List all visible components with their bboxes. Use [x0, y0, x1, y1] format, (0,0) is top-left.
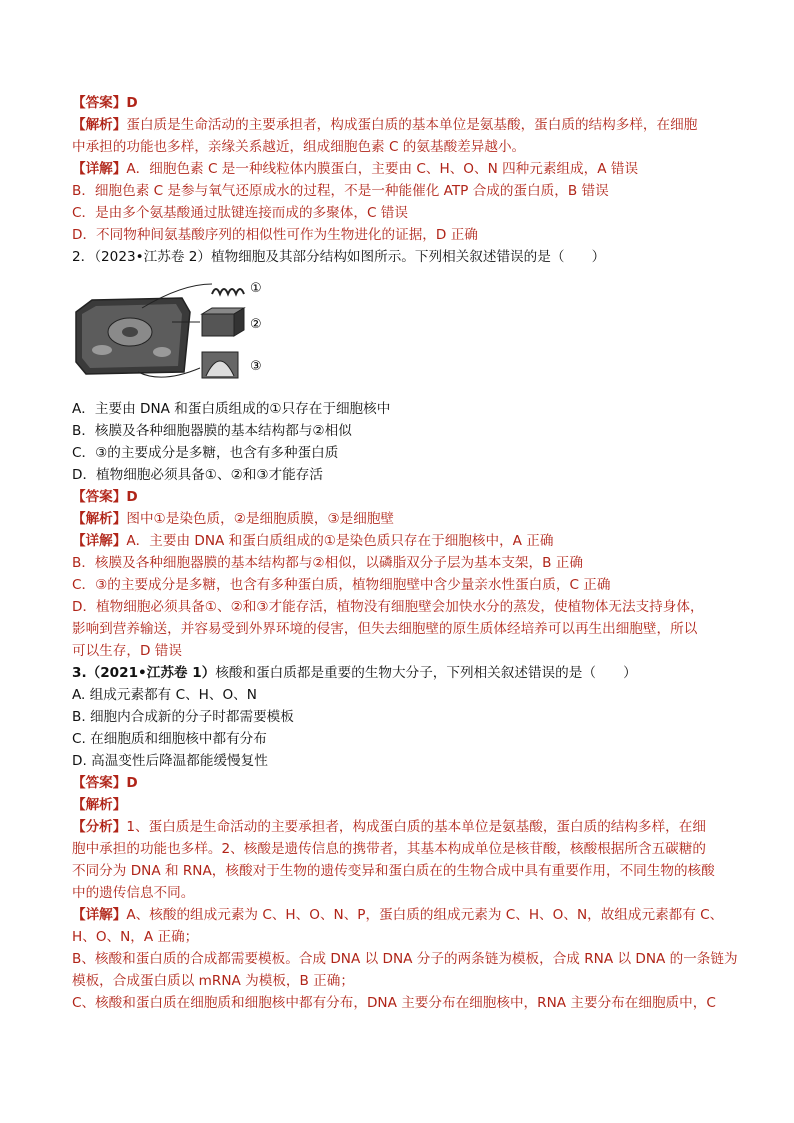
q3-detail-b1: B、核酸和蛋白质的合成都需要模板。合成 DNA 以 DNA 分子的两条链为模板，合成 RNA 以 DNA 的一条链为	[72, 951, 738, 967]
q2-detail-b: B．核膜及各种细胞器膜的基本结构都与②相似，以磷脂双分子层为基本支架，B 正确	[72, 555, 583, 571]
q3-option-d: D. 高温变性后降温都能缓慢复性	[72, 753, 268, 769]
q3-detail-a2: H、O、N，A 正确；	[72, 929, 199, 945]
fenxi-text: 1、蛋白质是生命活动的主要承担者，构成蛋白质的基本单位是氨基酸，蛋白质的结构多样，在细	[126, 819, 706, 835]
q3-stem: 核酸和蛋白质都是重要的生物大分子，下列相关叙述错误的是（ ）	[215, 665, 637, 681]
detail-a1: A、核酸的组成元素为 C、H、O、N、P，蛋白质的组成元素为 C、H、O、N，故组成元素都有 C、	[126, 907, 724, 923]
answer-tag: 【答案】	[72, 95, 127, 111]
q3-option-b: B. 细胞内合成新的分子时都需要模板	[72, 709, 294, 725]
analysis-tag: 【解析】	[72, 797, 127, 813]
q2-option-c: C．③的主要成分是多糖，也含有多种蛋白质	[72, 445, 339, 461]
q3-fenxi-line	[72, 816, 724, 838]
q2-stem: 2．（2023•江苏卷 2）植物细胞及其部分结构如图所示。下列相关叙述错误的是（ ）	[72, 249, 606, 265]
q1-detail-d: D．不同物种间氨基酸序列的相似性可作为生物进化的证据，D 正确	[72, 227, 478, 243]
fenxi-tag: 【分析】	[72, 819, 127, 835]
q2-detail-d2: 影响到营养输送，并容易受到外界环境的侵害，但失去细胞壁的原生质体经培养可以再生出细胞壁，所以	[72, 621, 698, 637]
q1-detail-b: B．细胞色素 C 是参与氧气还原成水的过程，不是一种能催化 ATP 合成的蛋白质，B 错误	[72, 183, 609, 199]
q3-fenxi-2: 胞中承担的功能也多样。2、核酸是遗传信息的携带者，其基本构成单位是核苷酸，核酸根据所含五碳糖的	[72, 841, 706, 857]
nucleolus-shape	[122, 327, 138, 337]
answer-tag: 【答案】	[72, 775, 127, 791]
q3-stem-line	[72, 662, 724, 684]
q2-detail-c: C．③的主要成分是多糖，也含有多种蛋白质，植物细胞壁中含少量亲水性蛋白质，C 正确	[72, 577, 611, 593]
detail-tag: 【详解】	[72, 907, 127, 923]
chloroplast-shape-2	[153, 347, 171, 357]
fig-label-1: ①	[250, 281, 262, 296]
plant-cell-figure	[72, 272, 272, 392]
q3-answer-line	[72, 772, 724, 794]
answer-value: D	[126, 95, 138, 111]
q2-detail-d3: 可以生存，D 错误	[72, 643, 182, 659]
q1-detail-c: C．是由多个氨基酸通过肽键连接而成的多聚体，C 错误	[72, 205, 408, 221]
analysis-tag: 【解析】	[72, 511, 127, 527]
q3-stem-num: 3.（2021•江苏卷 1）	[72, 665, 216, 681]
fig-label-3: ③	[250, 359, 262, 374]
answer-value: D	[126, 489, 138, 505]
q3-detail-b2: 模板，合成蛋白质以 mRNA 为模板，B 正确；	[72, 973, 354, 989]
q3-option-a: A. 组成元素都有 C、H、O、N	[72, 687, 257, 703]
membrane-block	[202, 314, 234, 336]
q3-detail-c1: C、核酸和蛋白质在细胞质和细胞核中都有分布，DNA 主要分布在细胞核中，RNA 主要分布在细胞质中，C	[72, 995, 716, 1011]
q2-option-d: D．植物细胞必须具备①、②和③才能存活	[72, 467, 323, 483]
q1-answer-line	[72, 92, 724, 114]
detail-a: A．主要由 DNA 和蛋白质组成的①是染色质只存在于细胞核中，A 正确	[126, 533, 554, 549]
detail-a: A．细胞色素 C 是一种线粒体内膜蛋白，主要由 C、H、O、N 四种元素组成，A 错误	[126, 161, 639, 177]
analysis-text: 蛋白质是生命活动的主要承担者，构成蛋白质的基本单位是氨基酸，蛋白质的结构多样，在细胞	[126, 117, 698, 133]
q2-option-b: B．核膜及各种细胞器膜的基本结构都与②相似	[72, 423, 352, 439]
q1-detail-line	[72, 158, 724, 180]
fig-label-2: ②	[250, 317, 262, 332]
chloroplast-shape	[92, 345, 112, 355]
detail-tag: 【详解】	[72, 161, 127, 177]
q2-detail-line	[72, 530, 724, 552]
q3-option-c: C. 在细胞质和细胞核中都有分布	[72, 731, 267, 747]
analysis-tag: 【解析】	[72, 117, 127, 133]
q3-analysis-line	[72, 794, 724, 816]
q3-fenxi-3: 不同分为 DNA 和 RNA，核酸对于生物的遗传变异和蛋白质在的生物合成中具有重要作用，不同生物的核酸	[72, 863, 715, 879]
detail-tag: 【详解】	[72, 533, 127, 549]
q2-analysis-line	[72, 508, 724, 530]
chromatin-coil	[212, 289, 244, 294]
q1-analysis-line-2: 中承担的功能也多样，亲缘关系越近，组成细胞色素 C 的氨基酸差异越小。	[72, 139, 526, 155]
answer-value: D	[126, 775, 138, 791]
answer-tag: 【答案】	[72, 489, 127, 505]
analysis-text: 图中①是染色质，②是细胞质膜，③是细胞壁	[126, 511, 395, 527]
q3-fenxi-4: 中的遗传信息不同。	[72, 885, 195, 901]
q2-detail-d1: D．植物细胞必须具备①、②和③才能存活，植物没有细胞壁会加快水分的蒸发，使植物体无法支持身体，	[72, 599, 704, 615]
q3-detail-line	[72, 904, 724, 926]
q2-answer-line	[72, 486, 724, 508]
q2-option-a: A．主要由 DNA 和蛋白质组成的①只存在于细胞核中	[72, 401, 391, 417]
plant-cell-diagram	[72, 272, 272, 392]
q1-analysis-line	[72, 114, 724, 136]
document-page	[72, 92, 738, 1014]
